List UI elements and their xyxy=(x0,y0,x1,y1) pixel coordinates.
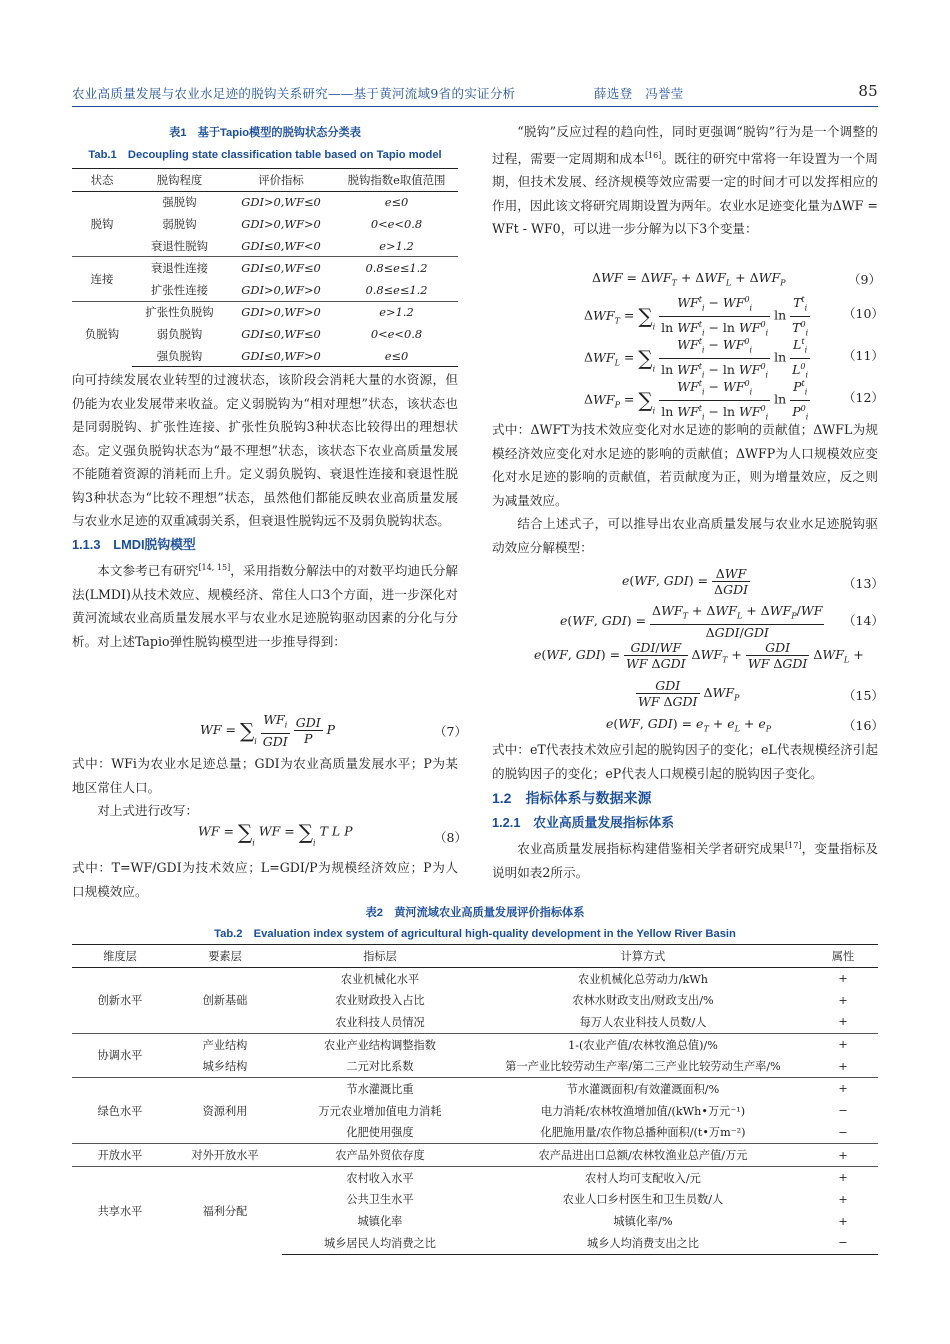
attr-cell: + xyxy=(808,1144,878,1167)
equation-15: e(WF, GDI) = $\frac{\text{GDI/WF}}{\text{WF ΔGDI}}$ $\Delta WF_T$ + $\frac{\text{GDI}}{\text{WF ΔGDI}}$ $\Delta WF_L$ + xyxy=(534,640,864,671)
range-cell: e>1.2 xyxy=(335,301,458,323)
indicator-cell: 农业科技人员情况 xyxy=(335,1015,425,1029)
indicator-cell: 万元农业增加值电力消耗 xyxy=(318,1104,442,1118)
state-cell: 脱钩 xyxy=(90,216,114,231)
equation-number: （15） xyxy=(843,688,884,703)
element-cell: 资源利用 xyxy=(168,1078,282,1144)
indicator-cell: 公共卫生水平 xyxy=(346,1193,414,1207)
table1 xyxy=(72,168,458,367)
table2-caption-en: Tab.2 Evaluation index system of agricultural high-quality development in the Yellow River Basin xyxy=(214,928,736,940)
equation-8: WF = $\sum_i$ WF = $\sum_i$ T L P xyxy=(198,820,353,848)
range-cell: 0<e<0.8 xyxy=(370,216,423,231)
paragraph: 农业高质量发展指标构建借鉴相关学者研究成果[17]，变量指标及说明如表2所示。 xyxy=(492,841,879,880)
indicator-cell: 二元对比系数 xyxy=(346,1060,414,1074)
equation-15-cont: $\frac{\text{GDI}}{\text{WF ΔGDI}}$ $\Delta WF_P$ xyxy=(638,678,740,709)
calc-cell: 电力消耗/农林牧渔增加值/(kWh•万元⁻¹) xyxy=(540,1104,746,1118)
equation-number: （12） xyxy=(843,390,884,405)
state-cell: 连接 xyxy=(72,257,132,301)
equation-number: （14） xyxy=(843,613,884,628)
table-row xyxy=(72,1144,878,1167)
calc-cell: 农村人均可支配收入/元 xyxy=(478,1166,808,1188)
indicator-cell: GDI>0,WF>0 xyxy=(241,282,321,297)
attr-cell: + xyxy=(838,972,848,986)
equation-16: e(WF, $GDI) = e_T + e_L + e_P$ xyxy=(606,716,772,734)
range-cell: e>1.2 xyxy=(379,238,414,253)
running-header xyxy=(72,84,878,102)
table-row xyxy=(72,1055,878,1077)
table-row xyxy=(72,257,458,279)
indicator-cell: GDI>0,WF≤0 xyxy=(241,195,321,210)
header-title: 农业高质量发展与农业水足迹的脱钩关系研究——基于黄河流域9省的实证分析 xyxy=(72,86,516,101)
equation-number: （13） xyxy=(843,576,884,591)
dimension-cell: 开放水平 xyxy=(72,1144,168,1167)
equation-10: $\Delta WF_T = \sum_i$ $\frac{WF^t_i - WF^0_i}{\ln WF^t_i - \ln WF^0_i}$ ln $\frac{T^t_i}{T^0_i}$ xyxy=(584,292,810,340)
paragraph: 式中：WFi为农业水足迹总量；GDI为农业高质量发展水平；P为某地区常住人口。 xyxy=(72,756,458,795)
attr-cell: + xyxy=(808,1033,878,1055)
section-heading-1-2: 1.2 指标体系与数据来源 xyxy=(492,790,652,806)
attr-cell: + xyxy=(838,1192,848,1206)
indicator-cell: GDI≤0,WF>0 xyxy=(227,345,335,367)
table-row xyxy=(72,301,458,323)
right-text-block-2 xyxy=(492,418,878,559)
equation-number: （16） xyxy=(843,718,884,733)
equation-7: WF = $\sum_i$ $\frac{WF_i}{\text{GDI}}$ $\frac{\text{GDI}}{P}$ P xyxy=(200,712,336,749)
table2 xyxy=(72,944,878,1255)
degree-cell: 弱负脱钩 xyxy=(156,326,203,341)
table2-header: 指标层 xyxy=(282,945,478,968)
degree-cell: 扩张性连接 xyxy=(151,282,208,297)
indicator-cell: 农产品外贸依存度 xyxy=(282,1144,478,1167)
indicator-cell: GDI>0,WF>0 xyxy=(227,301,335,323)
left-text-block-1 xyxy=(72,368,458,653)
paragraph: 式中：eT代表技术效应引起的脱钩因子的变化；eL代表规模经济引起的脱钩因子的变化；eP代表人口规模引起的脱钩因子变化。 xyxy=(492,742,878,781)
equation-9: $\Delta WF = \Delta WF_T + \Delta WF_L + \Delta WF_P$ xyxy=(592,270,786,288)
calc-cell: 化肥施用量/农作物总播种面积/(t•万m⁻²) xyxy=(540,1126,746,1140)
calc-cell: 第一产业比较劳动生产率/第二三产业比较劳动生产率/% xyxy=(505,1060,781,1074)
dimension-cell: 协调水平 xyxy=(72,1033,168,1077)
element-cell: 福利分配 xyxy=(168,1166,282,1254)
indicator-cell: GDI>0,WF>0 xyxy=(241,216,321,231)
table1-header: 脱钩指数e取值范围 xyxy=(335,169,458,192)
element-cell: 城乡结构 xyxy=(202,1060,248,1074)
calc-cell: 城镇化率/% xyxy=(613,1215,673,1229)
attr-cell: + xyxy=(838,1015,848,1029)
table-row xyxy=(72,967,878,989)
table2-header: 要素层 xyxy=(168,945,282,968)
indicator-cell: GDI≤0,WF<0 xyxy=(241,238,321,253)
indicator-cell: GDI≤0,WF≤0 xyxy=(227,257,335,279)
indicator-cell: 城乡居民人均消费之比 xyxy=(282,1232,478,1254)
attr-cell: + xyxy=(838,1214,848,1228)
table2-header: 维度层 xyxy=(72,945,168,968)
range-cell: 0<e<0.8 xyxy=(370,326,423,341)
paragraph: 式中：T=WF/GDI为技术效应；L=GDI/P为规模经济效应；P为人口规模效应。 xyxy=(72,860,458,899)
attr-cell: + xyxy=(838,1059,848,1073)
degree-cell: 弱脱钩 xyxy=(162,216,197,231)
table-row xyxy=(72,1166,878,1188)
table1-header: 状态 xyxy=(72,169,132,192)
header-authors: 薛选登 冯誉莹 xyxy=(594,86,684,101)
equation-13: e(WF, GDI) = $\frac{\text{ΔWF}}{\text{ΔGDI}}$ xyxy=(622,566,749,597)
table-row xyxy=(72,1078,878,1100)
indicator-cell: 节水灌溉比重 xyxy=(282,1078,478,1100)
left-text-block-2 xyxy=(72,752,458,823)
degree-cell: 衰退性连接 xyxy=(132,257,227,279)
paragraph: 对上式进行改写： xyxy=(97,803,198,818)
attr-cell: + xyxy=(838,993,848,1007)
calc-cell: 1-(农业产值/农林牧渔总值)/% xyxy=(478,1033,808,1055)
range-cell: 0.8≤e≤1.2 xyxy=(335,257,458,279)
dimension-cell: 共享水平 xyxy=(72,1166,168,1254)
section-heading-1-1-3: 1.1.3 LMDI脱钩模型 xyxy=(72,536,196,552)
range-cell: 0.8≤e≤1.2 xyxy=(365,282,428,297)
degree-cell: 衰退性脱钩 xyxy=(151,238,208,253)
table1-caption-en: Tab.1 Decoupling state classification table based on Tapio model xyxy=(88,149,442,161)
calc-cell: 农业人口乡村医生和卫生员数/人 xyxy=(562,1193,724,1207)
table1-header: 评价指标 xyxy=(227,169,335,192)
right-text-block-1 xyxy=(492,120,878,241)
indicator-cell: 农业产业结构调整指数 xyxy=(282,1033,478,1055)
table2-header: 属性 xyxy=(808,945,878,968)
state-cell: 负脱钩 xyxy=(72,301,132,367)
range-cell: e≤0 xyxy=(335,345,458,367)
paragraph: 式中：ΔWFT为技术效应变化对水足迹的影响的贡献值；ΔWFL为规模经济效应变化对水足迹的影响的贡献值；ΔWFP为人口规模效应变化对水足迹的影响的贡献值，若贡献度为正，则为增量效应，反之则为减量效应。 xyxy=(492,422,878,508)
indicator-cell: 农村收入水平 xyxy=(282,1166,478,1188)
attr-cell: − xyxy=(838,1125,848,1139)
attr-cell: + xyxy=(808,1078,878,1100)
equation-14: e(WF, GDI) = $\frac{\Delta WF_T + \Delta WF_L + \Delta WF_P/WF}{\text{ΔGDI/GDI}}$ xyxy=(560,603,823,640)
left-text-block-3 xyxy=(72,856,458,903)
table2-caption-cn: 表2 黄河流域农业高质量发展评价指标体系 xyxy=(365,907,585,919)
calc-cell: 农业机械化总劳动力/kWh xyxy=(578,972,708,986)
dimension-cell: 创新水平 xyxy=(97,994,143,1008)
table1-caption-cn: 表1 基于Tapio模型的脱钩状态分类表 xyxy=(169,127,361,139)
equation-number: （9） xyxy=(848,272,881,287)
degree-cell: 强脱钩 xyxy=(162,195,197,210)
table-row xyxy=(72,1033,878,1055)
indicator-cell: 城镇化率 xyxy=(357,1215,403,1229)
dimension-cell: 绿色水平 xyxy=(72,1078,168,1144)
equation-number: （8） xyxy=(434,830,467,845)
table1-header: 脱钩程度 xyxy=(132,169,227,192)
attr-cell: − xyxy=(838,1104,848,1118)
indicator-cell: 农业机械化水平 xyxy=(340,972,420,986)
degree-cell: 强负脱钩 xyxy=(132,345,227,367)
equation-number: （11） xyxy=(843,348,884,363)
element-cell: 对外开放水平 xyxy=(168,1144,282,1167)
table2-header-row xyxy=(72,945,878,968)
right-text-block-3 xyxy=(492,738,878,884)
attr-cell: − xyxy=(808,1232,878,1254)
calc-cell: 节水灌溉面积/有效灌溉面积/% xyxy=(478,1078,808,1100)
table-row xyxy=(72,191,458,213)
calc-cell: 城乡人均消费支出之比 xyxy=(478,1232,808,1254)
indicator-cell: 化肥使用强度 xyxy=(346,1126,414,1140)
calc-cell: 农产品进出口总额/农林牧渔业总产值/万元 xyxy=(478,1144,808,1167)
table2-header: 计算方式 xyxy=(478,945,808,968)
calc-cell: 每万人农业科技人员数/人 xyxy=(579,1015,707,1029)
attr-cell: + xyxy=(808,1166,878,1188)
indicator-cell: 农业财政投入占比 xyxy=(335,994,425,1008)
paragraph: 本文参考已有研究[14, 15]，采用指数分解法中的对数平均迪氏分解法(LMDI)从技术效应、规模经济、常住人口3个方面，进一步深化对黄河流域农业高质量发展水平与农业水足迹脱钩驱动因素的分化与分析。对上述Tapio弹性脱钩模型进一步推导得到： xyxy=(72,563,458,649)
section-heading-1-2-1: 1.2.1 农业高质量发展指标体系 xyxy=(492,814,675,830)
paragraph: “脱钩”反应过程的趋向性，同时更强调“脱钩”行为是一个调整的过程，需要一定周期和成本[16]。既往的研究中常将一年设置为一个周期，但技术发展、经济规模等效应需要一定的时间才可以发挥相应的作用，因此该文将研究周期设置为两年。农业水足迹变化量为ΔWF = WFt - WF0，可以进一步分解为以下3个变量： xyxy=(492,124,879,237)
degree-cell: 扩张性负脱钩 xyxy=(132,301,227,323)
equation-12: $\Delta WF_P = \sum_i$ $\frac{WF^t_i - WF^0_i}{\ln WF^t_i - \ln WF^0_i}$ ln $\frac{P^t_i}{P^0_i}$ xyxy=(584,376,810,424)
equation-number: （7） xyxy=(434,724,467,739)
table1-header-row xyxy=(72,169,458,192)
header-rule xyxy=(72,106,878,107)
calc-cell: 农林水财政支出/财政支出/% xyxy=(572,994,714,1008)
page-number: 85 xyxy=(858,82,878,100)
element-cell: 创新基础 xyxy=(202,994,248,1008)
paragraph: 向可持续发展农业转型的过渡状态，该阶段会消耗大量的水资源，但仍能为农业发展带来收益。定义弱脱钩为“相对理想”状态，该状态也是同弱脱钩、扩张性连接、扩张性负脱钩3种状态比较得出的理想状态。定义强负脱钩状态为“最不理想”状态，该状态下农业高质量发展不能随着资源的消耗而上升。定义弱负脱钩、衰退性连接和衰退性脱钩3种状态为“比较不理想”状态，虽然他们都能反映农业高质量发展与农业水足迹的双重减弱关系，但衰退性脱钩远不及弱负脱钩状态。 xyxy=(72,372,458,528)
equation-11: $\Delta WF_L = \sum_i$ $\frac{WF^t_i - WF^0_i}{\ln WF^t_i - \ln WF^0_i}$ ln $\frac{L^t_i}{L^0_i}$ xyxy=(584,334,810,382)
equation-number: （10） xyxy=(843,306,884,321)
element-cell: 产业结构 xyxy=(168,1033,282,1055)
range-cell: e≤0 xyxy=(384,195,409,210)
paragraph: 结合上述式子，可以推导出农业高质量发展与农业水足迹脱钩驱动效应分解模型： xyxy=(492,516,878,555)
indicator-cell: GDI≤0,WF≤0 xyxy=(241,326,321,341)
